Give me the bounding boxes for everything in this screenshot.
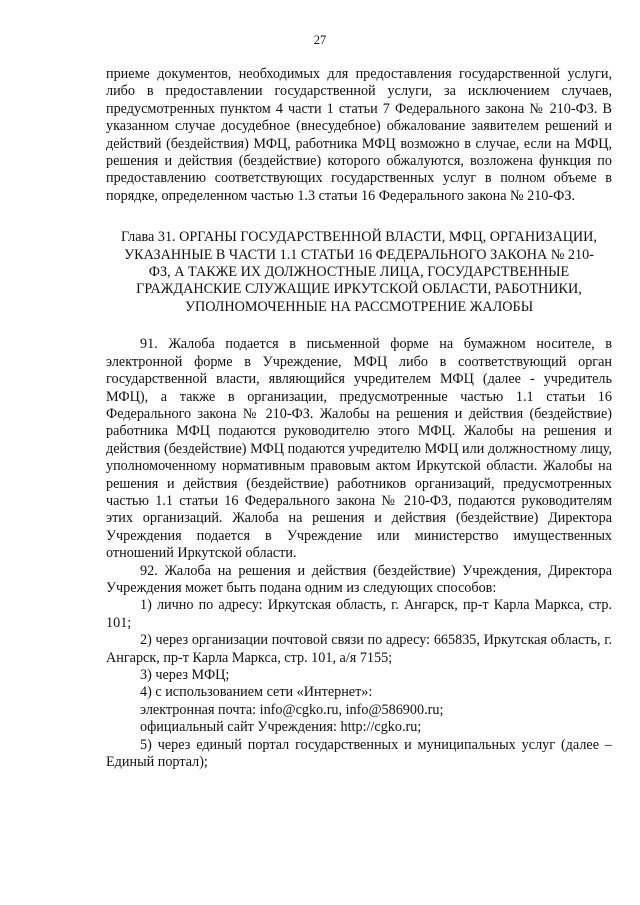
method-1: 1) лично по адресу: Иркутская область, г. Ангарск, пр-т Карла Маркса, стр. 101; bbox=[106, 597, 612, 631]
method-4: 4) с использованием сети «Интернет»: bbox=[140, 684, 373, 701]
website-line: официальный сайт Учреждения: http://cgko.ru; bbox=[140, 719, 422, 736]
page-number: 27 bbox=[313, 33, 327, 47]
chapter-heading: Глава 31. ОРГАНЫ ГОСУДАРСТВЕННОЙ ВЛАСТИ, МФЦ, ОРГАНИЗАЦИИ, УКАЗАННЫЕ В ЧАСТИ 1.1 СТАТЬИ 16 ФЕДЕРАЛЬНОГО ЗАКОНА № 210-ФЗ, А ТАКЖЕ ИХ ДОЛЖНОСТНЫЕ ЛИЦА, ГОСУДАРСТВЕННЫЕ ГРАЖДАНСКИЕ СЛУЖАЩИЕ ИРКУТСКОЙ ОБЛАСТИ, РАБОТНИКИ, УПОЛНОМОЧЕННЫЕ НА РАССМОТРЕНИЕ ЖАЛОБЫ bbox=[121, 229, 597, 315]
intro-paragraph: приеме документов, необходимых для предоставления государственной услуги, либо в предоставлении государственной услуги, за исключением случаев, предусмотренных пунктом 4 части 1 статьи 7 Федерального закона № 210-ФЗ. В указанном случае досудебное (внесудебное) обжалование заявителем решений и действий (бездействия) МФЦ, работника МФЦ возможно в случае, если на МФЦ, решения и действия (бездействие) которого обжалуются, возложена функция по предоставлению соответствующих государственных услуг в полном объеме в порядке, определенном частью 1.3 статьи 16 Федерального закона № 210-ФЗ. bbox=[106, 66, 612, 204]
document-content bbox=[106, 66, 612, 771]
method-3: 3) через МФЦ; bbox=[140, 667, 230, 683]
method-2: 2) через организации почтовой связи по адресу: 665835, Иркутская область, г. Ангарск, пр-т Карла Маркса, стр. 101, а/я 7155; bbox=[106, 632, 612, 666]
paragraph-92: 92. Жалоба на решения и действия (бездействие) Учреждения, Директора Учреждения может быть подана одним из следующих способов: bbox=[106, 562, 612, 596]
method-5: 5) через единый портал государственных и муниципальных услуг (далее – Единый портал); bbox=[106, 736, 612, 771]
paragraph-91: 91. Жалоба подается в письменной форме на бумажном носителе, в электронной форме в Учреждение, МФЦ либо в соответствующий орган государственной власти, являющийся учредителем МФЦ (далее - учредитель МФЦ), а также в организации, предусмотренные частью 1.1 статьи 16 Федерального закона № 210-ФЗ. Жалобы на решения и действия (бездействие) работника МФЦ подаются руководителю этого МФЦ. Жалобы на решения и действия (бездействие) МФЦ подаются учредителю МФЦ или должностному лицу, уполномоченному нормативным правовым актом Иркутской области. Жалобы на решения и действия (бездействие) работников организаций, предусмотренных частью 1.1 статьи 16 Федерального закона № 210-ФЗ, подаются руководителям этих организаций. Жалоба на решения и действия (бездействие) Директора Учреждения подается в Учреждение или министерство имущественных отношений Иркутской области. bbox=[106, 336, 612, 562]
email-line: электронная почта: info@cgko.ru, info@586900.ru; bbox=[140, 701, 444, 718]
